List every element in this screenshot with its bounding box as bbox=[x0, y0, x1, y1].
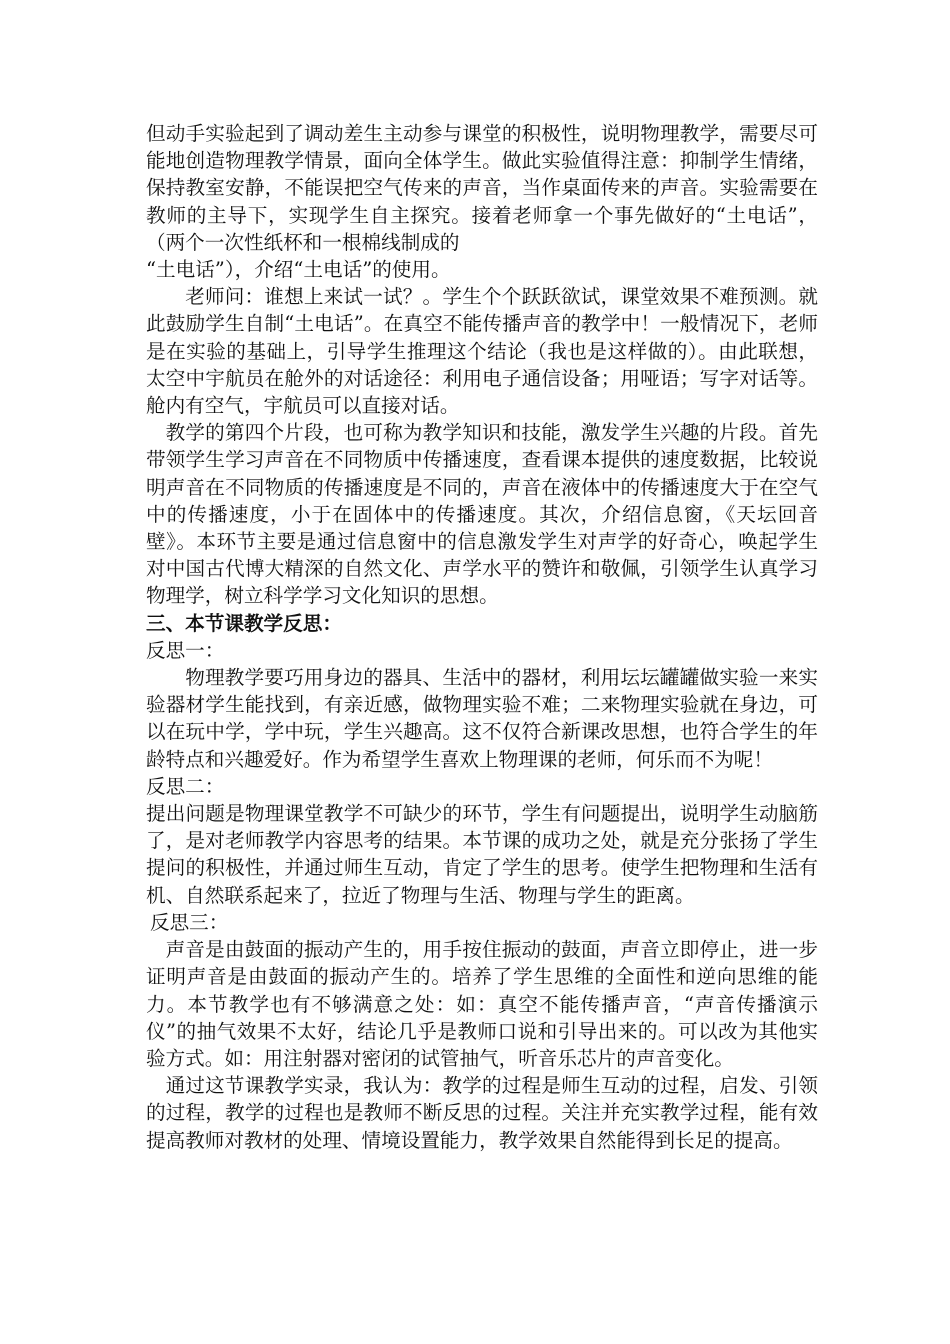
paragraph-conclusion: 通过这节课教学实录，我认为：教学的过程是师生互动的过程，启发、引领的过程，教学的过程也是教师不断反思的过程。关注并充实教学过程，能有效提高教师对教材的处理、情境设置能力，教学效果自然能得到长足的提高。 bbox=[146, 1074, 818, 1152]
reflection-two-text: 提出问题是物理课堂教学不可缺少的环节，学生有问题提出，说明学生动脑筋了，是对老师教学内容思考的结果。本节课的成功之处，就是充分张扬了学生提问的积极性，并通过师生互动，肯定了学生的思考。使学生把物理和生活有机、自然联系起来了，拉近了物理与生活、物理与学生的距离。 bbox=[146, 802, 818, 907]
reflection-one-text: 物理教学要巧用身边的器具、生活中的器材，利用坛坛罐罐做实验一来实验器材学生能找到，有亲近感，做物理实验不难；二来物理实验就在身边，可以在玩中学，学中玩，学生兴趣高。这不仅符合新课改思想，也符合学生的年龄特点和兴趣爱好。作为希望学生喜欢上物理课的老师，何乐而不为呢！ bbox=[146, 666, 818, 771]
paragraph-phone-intro: “土电话”），介绍“土电话”的使用。 bbox=[146, 258, 451, 282]
reflection-two-label: 反思二： bbox=[146, 774, 225, 798]
reflection-three-label: 反思三： bbox=[150, 910, 229, 934]
document-page bbox=[146, 120, 818, 1154]
paragraph-teacher-question: 老师问：谁想上来试一试？。学生个个跃跃欲试，课堂效果不难预测。就此鼓励学生自制“土电话”。在真空不能传播声音的教学中！一般情况下，老师是在实验的基础上，引导学生推理这个结论（我也是这样做的）。由此联想，太空中宇航员在舱外的对话途径：利用电子通信设备；用哑语；写字对话等。舱内有空气，宇航员可以直接对话。 bbox=[146, 285, 818, 418]
reflection-one-label: 反思一： bbox=[146, 638, 225, 662]
reflection-three-text: 声音是由鼓面的振动产生的，用手按住振动的鼓面，声音立即停止，进一步证明声音是由鼓面的振动产生的。培养了学生思维的全面性和逆向思维的能力。本节教学也有不够满意之处：如：真空不能传播声音，“声音传播演示仪”的抽气效果不太好，结论几乎是教师口说和引导出来的。可以改为其他实验方式。如：用注射器对密闭的试管抽气，听音乐芯片的声音变化。 bbox=[146, 938, 818, 1070]
section-heading-reflection: 三、本节课教学反思： bbox=[146, 611, 342, 635]
paragraph-experiment-notes: 但动手实验起到了调动差生主动参与课堂的积极性，说明物理教学，需要尽可能地创造物理教学情景，面向全体学生。做此实验值得注意：抑制学生情绪，保持教室安静，不能误把空气传来的声音，当作桌面传来的声音。实验需要在教师的主导下，实现学生自主探究。接着老师拿一个事先做好的“土电话”，（两个一次性纸杯和一根棉线制成的 bbox=[146, 122, 818, 254]
paragraph-fourth-segment: 教学的第四个片段，也可称为教学知识和技能，激发学生兴趣的片段。首先带领学生学习声音在不同物质中传播速度，查看课本提供的速度数据，比较说明声音在不同物质的传播速度是不同的，声音在液体中的传播速度大于在空气中的传播速度，小于在固体中的传播速度。其次，介绍信息窗，《天坛回音壁》。本环节主要是通过信息窗中的信息激发学生对声学的好奇心，唤起学生对中国古代博大精深的自然文化、声学水平的赞许和敬佩，引领学生认真学习物理学，树立科学学习文化知识的思想。 bbox=[146, 421, 818, 608]
